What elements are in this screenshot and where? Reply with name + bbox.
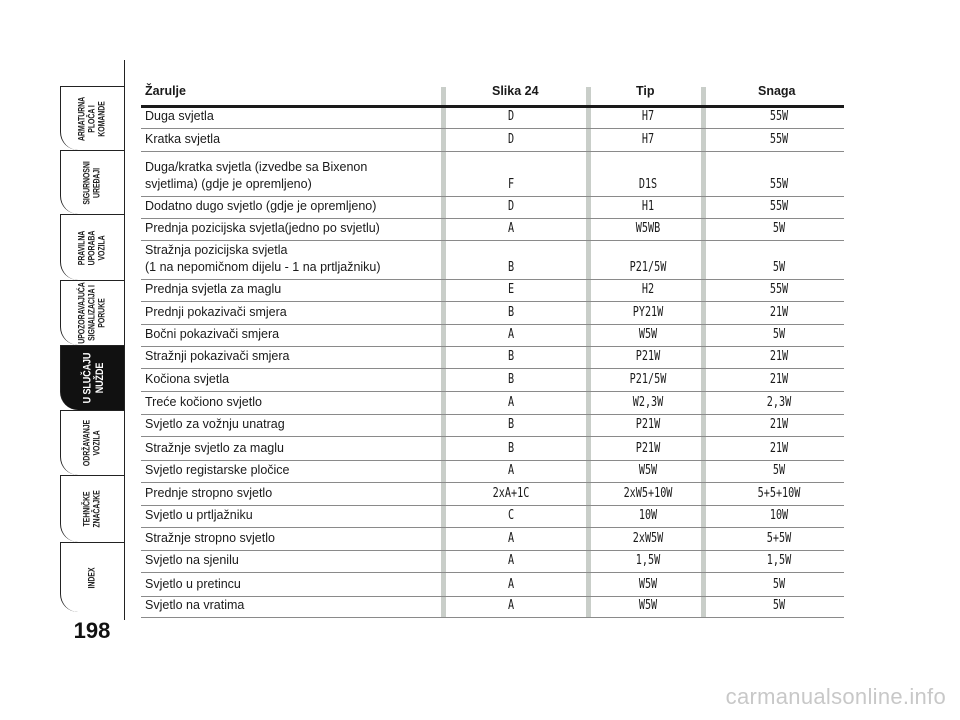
bulb-type: W5W xyxy=(638,327,658,342)
bulb-name: Stražnje svjetlo za maglu xyxy=(145,441,284,455)
bulb-name: Svjetlo na vratima xyxy=(145,598,245,612)
bulb-power: 21W xyxy=(769,349,789,364)
tab-label: TEHNIČKE ZNAČAJKE xyxy=(82,490,102,528)
bulb-type: W5WB xyxy=(635,221,661,236)
bulb-power: 55W xyxy=(769,177,789,192)
bulb-power: 5+5+10W xyxy=(757,486,801,501)
tab-index[interactable] xyxy=(60,542,124,612)
bulb-power: 5W xyxy=(772,221,786,236)
bulb-type: P21W xyxy=(635,349,661,364)
figure-ref: A xyxy=(507,395,515,410)
header-type: Tip xyxy=(636,84,655,98)
bulb-name: Duga/kratka svjetla (izvedbe sa Bixenon svjetlima) (gdje je opremljeno) xyxy=(145,160,368,191)
bulb-type: H1 xyxy=(641,199,655,214)
table-row xyxy=(141,483,844,506)
table-row xyxy=(141,302,844,325)
figure-ref: F xyxy=(507,177,515,192)
bulb-power: 55W xyxy=(769,282,789,297)
bulb-type: PY21W xyxy=(632,305,664,320)
bulb-type: 1,5W xyxy=(635,553,661,568)
figure-ref: A xyxy=(507,221,515,236)
bulb-name: Prednje stropno svjetlo xyxy=(145,486,273,500)
figure-ref: A xyxy=(507,553,515,568)
bulb-name: Kočiona svjetla xyxy=(145,372,230,386)
bulb-type: 10W xyxy=(638,508,658,523)
bulb-type: H7 xyxy=(641,109,655,124)
figure-ref: B xyxy=(507,417,515,432)
bulb-type: 2xW5W xyxy=(632,531,664,546)
bulb-power: 5W xyxy=(772,463,786,478)
bulb-type: H7 xyxy=(641,132,655,147)
bulb-name: Svjetlo u prtljažniku xyxy=(145,508,253,522)
header-figure: Slika 24 xyxy=(492,84,539,98)
bulb-power: 5+5W xyxy=(766,531,792,546)
table-row xyxy=(141,415,844,437)
bulb-power: 5W xyxy=(772,598,786,613)
bulb-name: Kratka svjetla xyxy=(145,132,221,146)
bulb-name: Stražnja pozicijska svjetla (1 na nepomičnom dijelu - 1 na prtljažniku) xyxy=(145,243,381,274)
tab-technical-specs[interactable] xyxy=(60,475,124,542)
bulb-name: Svjetlo na sjenilu xyxy=(145,553,239,567)
tab-label: UPOZORAVAJUĆA SIGNALIZACIJA I PORUKE xyxy=(77,282,107,344)
bulb-type: P21/5W xyxy=(629,372,667,387)
bulb-name: Treće kočiono svjetlo xyxy=(145,395,262,409)
bulb-power: 10W xyxy=(769,508,789,523)
figure-ref: B xyxy=(507,441,515,456)
bulb-type: P21/5W xyxy=(629,260,667,275)
bulb-power: 1,5W xyxy=(766,553,792,568)
bulb-name: Svjetlo u pretincu xyxy=(145,577,241,591)
table-row xyxy=(141,551,844,573)
tab-starting-driving[interactable] xyxy=(60,214,124,280)
page-number: 198 xyxy=(73,618,111,643)
bulb-type: W2,3W xyxy=(632,395,664,410)
table-row xyxy=(141,369,844,392)
header-power: Snaga xyxy=(758,84,796,98)
bulb-power: 21W xyxy=(769,417,789,432)
bulb-name: Prednja pozicijska svjetla(jedno po svjetlu) xyxy=(145,221,380,235)
tab-label: ODRŽAVANJE VOZILA xyxy=(82,419,102,467)
bulb-power: 2,3W xyxy=(766,395,792,410)
tab-label: INDEX xyxy=(87,567,97,588)
tab-emergency[interactable] xyxy=(60,345,124,410)
table-row xyxy=(141,573,844,597)
bulb-power: 55W xyxy=(769,109,789,124)
table-row xyxy=(141,506,844,528)
figure-ref: D xyxy=(507,132,515,147)
table-row xyxy=(141,280,844,302)
table-row xyxy=(141,241,844,280)
table-row xyxy=(141,197,844,219)
watermark: carmanualsonline.info xyxy=(725,684,946,709)
bulb-name: Prednja svjetla za maglu xyxy=(145,282,282,296)
figure-ref: A xyxy=(507,463,515,478)
bulb-name: Bočni pokazivači smjera xyxy=(145,327,280,341)
bulb-type: D1S xyxy=(638,177,658,192)
table-row xyxy=(141,219,844,241)
table-row xyxy=(141,597,844,618)
side-rail-line xyxy=(124,60,125,620)
bulb-name: Dodatno dugo svjetlo (gdje je opremljeno) xyxy=(145,199,377,213)
bulb-power: 5W xyxy=(772,577,786,592)
figure-ref: A xyxy=(507,531,515,546)
figure-ref: D xyxy=(507,109,515,124)
bulb-power: 55W xyxy=(769,199,789,214)
figure-ref: E xyxy=(507,282,515,297)
tab-warning-lights[interactable] xyxy=(60,280,124,345)
figure-ref: A xyxy=(507,598,515,613)
table-row xyxy=(141,152,844,197)
bulb-name: Svjetlo za vožnju unatrag xyxy=(145,417,285,431)
table-row xyxy=(141,392,844,415)
figure-ref: C xyxy=(507,508,515,523)
bulb-type: H2 xyxy=(641,282,655,297)
bulb-power: 21W xyxy=(769,372,789,387)
table-row xyxy=(141,437,844,461)
bulb-name: Prednji pokazivači smjera xyxy=(145,305,287,319)
table-row xyxy=(141,347,844,369)
table-row xyxy=(141,108,844,129)
figure-ref: B xyxy=(507,372,515,387)
tab-safety[interactable] xyxy=(60,150,124,214)
table-row xyxy=(141,129,844,152)
figure-ref: A xyxy=(507,577,515,592)
tab-label: PRAVILNA UPORABA VOZILA xyxy=(77,230,107,265)
table-row xyxy=(141,461,844,483)
bulb-type: 2xW5+10W xyxy=(623,486,673,501)
bulb-power: 21W xyxy=(769,441,789,456)
bulb-type: W5W xyxy=(638,577,658,592)
bulb-type: W5W xyxy=(638,598,658,613)
bulb-power: 55W xyxy=(769,132,789,147)
bulb-power: 5W xyxy=(772,260,786,275)
tab-controls[interactable] xyxy=(60,86,124,150)
bulb-power: 5W xyxy=(772,327,786,342)
bulb-type: W5W xyxy=(638,463,658,478)
figure-ref: B xyxy=(507,260,515,275)
header-bulbs: Žarulje xyxy=(145,84,186,98)
figure-ref: D xyxy=(507,199,515,214)
figure-ref: B xyxy=(507,305,515,320)
bulb-name: Stražnje stropno svjetlo xyxy=(145,531,275,545)
tab-label: ARMATURNA PLOČA I KOMANDE xyxy=(77,96,107,141)
figure-ref: A xyxy=(507,327,515,342)
figure-ref: 2xA+1C xyxy=(492,486,530,501)
bulb-name: Duga svjetla xyxy=(145,109,214,123)
bulb-name: Stražnji pokazivači smjera xyxy=(145,349,290,363)
tab-label: SIGURNOSNI UREĐAJI xyxy=(82,160,102,205)
tab-label: U SLUČAJU NUŽDE xyxy=(80,352,105,404)
bulb-name: Svjetlo registarske pločice xyxy=(145,463,290,477)
bulb-type: P21W xyxy=(635,417,661,432)
figure-ref: B xyxy=(507,349,515,364)
tab-maintenance[interactable] xyxy=(60,410,124,475)
bulb-power: 21W xyxy=(769,305,789,320)
bulb-type: P21W xyxy=(635,441,661,456)
table-row xyxy=(141,325,844,347)
table-row xyxy=(141,528,844,551)
